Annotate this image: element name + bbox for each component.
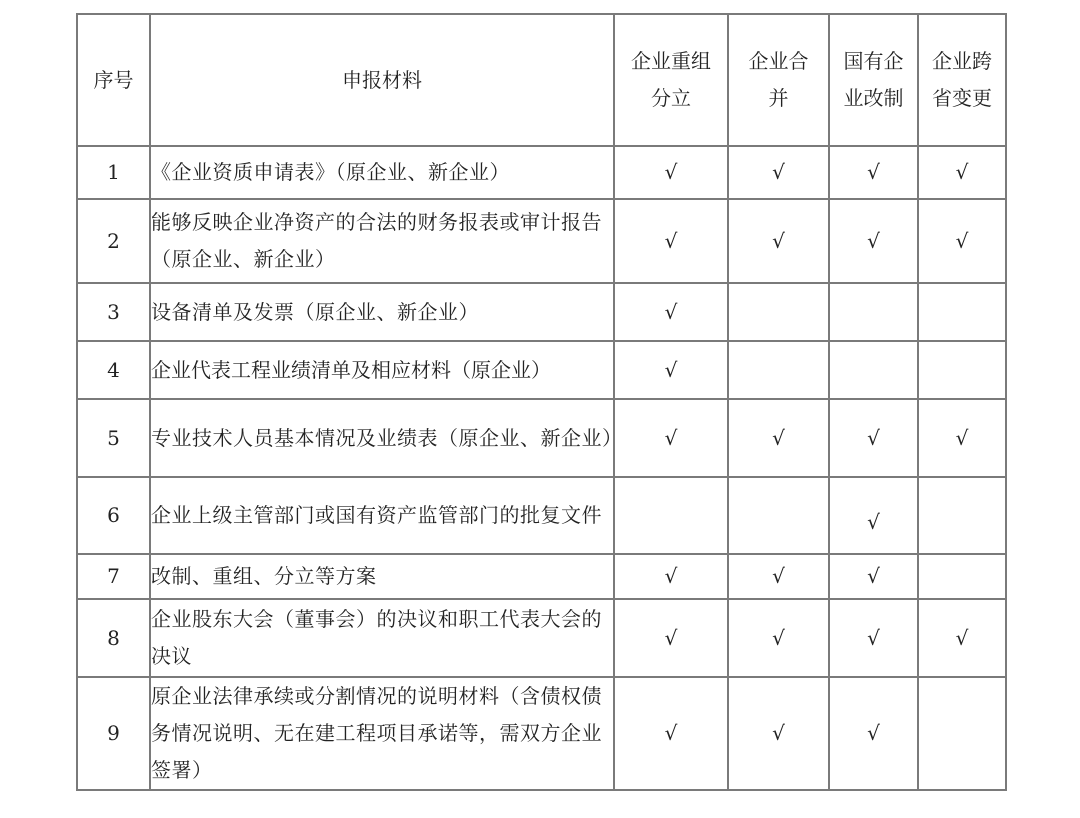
header-cross-province — [918, 14, 1006, 146]
header-line: 分立 — [651, 86, 691, 110]
header-line: 国有企 — [843, 49, 904, 73]
materials-table — [76, 13, 1007, 791]
row-material: 企业上级主管部门或国有资产监管部门的批复文件 — [150, 477, 614, 554]
check-icon: √ — [918, 199, 1006, 283]
row-material: 企业股东大会（董事会）的决议和职工代表大会的决议 — [150, 599, 614, 677]
empty-cell — [614, 477, 728, 554]
check-icon: √ — [728, 599, 829, 677]
row-material: 企业代表工程业绩清单及相应材料（原企业） — [150, 341, 614, 399]
header-line: 并 — [768, 86, 789, 110]
empty-cell — [728, 283, 829, 341]
empty-cell — [918, 677, 1006, 790]
empty-cell — [918, 283, 1006, 341]
row-material: 设备清单及发票（原企业、新企业） — [150, 283, 614, 341]
check-icon: √ — [918, 146, 1006, 199]
row-material: 专业技术人员基本情况及业绩表（原企业、新企业） — [150, 399, 614, 477]
row-index: 7 — [77, 554, 150, 599]
row-material: 改制、重组、分立等方案 — [150, 554, 614, 599]
table-row — [77, 341, 1006, 399]
empty-cell — [728, 477, 829, 554]
header-row — [77, 14, 1006, 146]
check-icon: √ — [829, 146, 918, 199]
table-row — [77, 677, 1006, 790]
row-index: 6 — [77, 477, 150, 554]
table-row — [77, 283, 1006, 341]
check-icon: √ — [829, 199, 918, 283]
header-line: 企业合 — [748, 49, 809, 73]
row-index: 4 — [77, 341, 150, 399]
table-row — [77, 477, 1006, 554]
check-icon: √ — [728, 399, 829, 477]
check-icon: √ — [614, 677, 728, 790]
row-index: 2 — [77, 199, 150, 283]
check-icon: √ — [829, 399, 918, 477]
check-icon: √ — [829, 677, 918, 790]
row-material: 《企业资质申请表》（原企业、新企业） — [150, 146, 614, 199]
check-icon: √ — [728, 554, 829, 599]
empty-cell — [918, 554, 1006, 599]
check-icon: √ — [728, 146, 829, 199]
check-icon: √ — [728, 199, 829, 283]
empty-cell — [918, 341, 1006, 399]
header-soe-reform — [829, 14, 918, 146]
check-icon: √ — [614, 341, 728, 399]
table-row — [77, 554, 1006, 599]
check-icon: √ — [614, 283, 728, 341]
check-icon: √ — [614, 199, 728, 283]
row-index: 5 — [77, 399, 150, 477]
empty-cell — [918, 477, 1006, 554]
header-line: 企业重组 — [631, 49, 711, 73]
check-icon: √ — [829, 477, 918, 554]
table-row — [77, 599, 1006, 677]
header-material: 申报材料 — [150, 14, 614, 146]
header-line: 业改制 — [843, 86, 904, 110]
header-index: 序号 — [77, 14, 150, 146]
table-row — [77, 199, 1006, 283]
check-icon: √ — [728, 677, 829, 790]
empty-cell — [829, 283, 918, 341]
header-line: 企业跨 — [932, 49, 992, 73]
empty-cell — [728, 341, 829, 399]
check-icon: √ — [614, 399, 728, 477]
row-material: 能够反映企业净资产的合法的财务报表或审计报告（原企业、新企业） — [150, 199, 614, 283]
row-material: 原企业法律承续或分割情况的说明材料（含债权债务情况说明、无在建工程项目承诺等，需双方企业签署） — [150, 677, 614, 790]
check-icon: √ — [614, 599, 728, 677]
check-icon: √ — [829, 599, 918, 677]
header-restructure-split — [614, 14, 728, 146]
header-merger — [728, 14, 829, 146]
check-icon: √ — [918, 599, 1006, 677]
header-line: 省变更 — [932, 86, 992, 110]
check-icon: √ — [829, 554, 918, 599]
check-icon: √ — [918, 399, 1006, 477]
check-icon: √ — [614, 554, 728, 599]
row-index: 9 — [77, 677, 150, 790]
row-index: 3 — [77, 283, 150, 341]
row-index: 8 — [77, 599, 150, 677]
table-row — [77, 399, 1006, 477]
empty-cell — [829, 341, 918, 399]
row-index: 1 — [77, 146, 150, 199]
check-icon: √ — [614, 146, 728, 199]
table-row — [77, 146, 1006, 199]
